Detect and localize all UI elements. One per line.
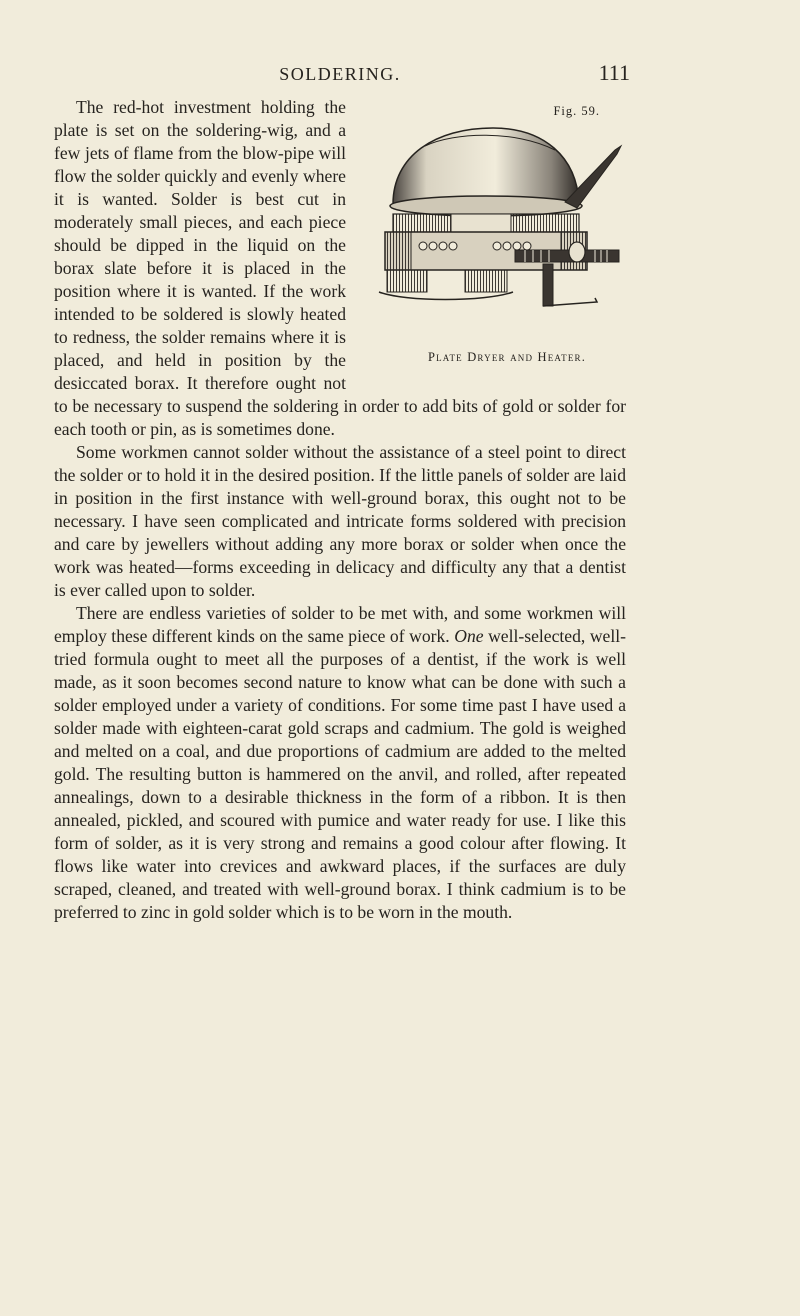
paragraph-1-text: The red-hot investment holding the plate is set on the soldering-wig, and a few jets of flame from the blow-pipe will flow the solder quickly and evenly where it is wanted. Solder is best cut in moderately small pieces, and each piece should be dipped in the liquid on the borax slate before it is placed in the position where it is wanted. If the work intended to be soldered is slowly heated to redness, the solder remains where it is placed, and held in position by the desiccated borax. It therefore ought not to be necessary to suspend the soldering in order to add bits of gold or solder for each tooth or pin, as is sometimes done.: [54, 97, 626, 439]
paragraph-3-text-after: well-selected, well-tried formula ought to meet all the purposes of a dentist, if the work is well made, as it soon becomes second nature to know what can be done with such a solder employed under a variety of conditions. For some time past I have used a solder made with eighteen-carat gold scraps and cadmium. The gold is weighed and melted on a coal, and due proportions of cadmium are added to the melted gold. The resulting button is hammered on the anvil, and rolled, after repeated annealings, down to a desirable thickness in the form of a ribbon. It is then annealed, pickled, and scoured with pumice and water ready for use. I like this form of solder, as it is very strong and remains a good colour after flowing. It flows like water into crevices and awkward places, if the surfaces are duly scraped, cleaned, and treated with well-ground borax. I think cadmium is to be preferred to zinc in gold solder which is to be worn in the mouth.: [54, 626, 626, 922]
page-number: 111: [598, 60, 630, 85]
paragraph-2: Some workmen cannot solder without the assistance of a steel point to direct the solder or to hold it in the desired position. If the little panels of solder are laid in position in the first instance with well-ground borax, this ought not to be necessary. I have seen complicated and intricate forms soldered with precision and care by jewellers without adding any more borax or solder when once the work was heated—forms exceeding in delicacy and difficulty any that a dentist is ever called upon to solder.: [54, 442, 626, 600]
running-head: [54, 0, 630, 96]
running-head-title: SOLDERING.: [279, 64, 401, 84]
body-text: [54, 96, 626, 924]
figure-caption: Plate Dryer and Heater.: [427, 350, 587, 364]
plate-dryer-heater-illustration: [365, 116, 627, 340]
paragraph-3-text-before: There are endless varieties of solder to be met with, and some workmen will employ these different kinds on the same piece of work.: [54, 603, 626, 646]
paragraph-3: [54, 602, 626, 924]
paragraph-1: [54, 96, 626, 441]
italic-emphasis: One: [454, 626, 484, 646]
figure-label: Fig. 59.: [553, 104, 600, 118]
book-page: [54, 0, 630, 1316]
figure-59: [362, 100, 630, 370]
